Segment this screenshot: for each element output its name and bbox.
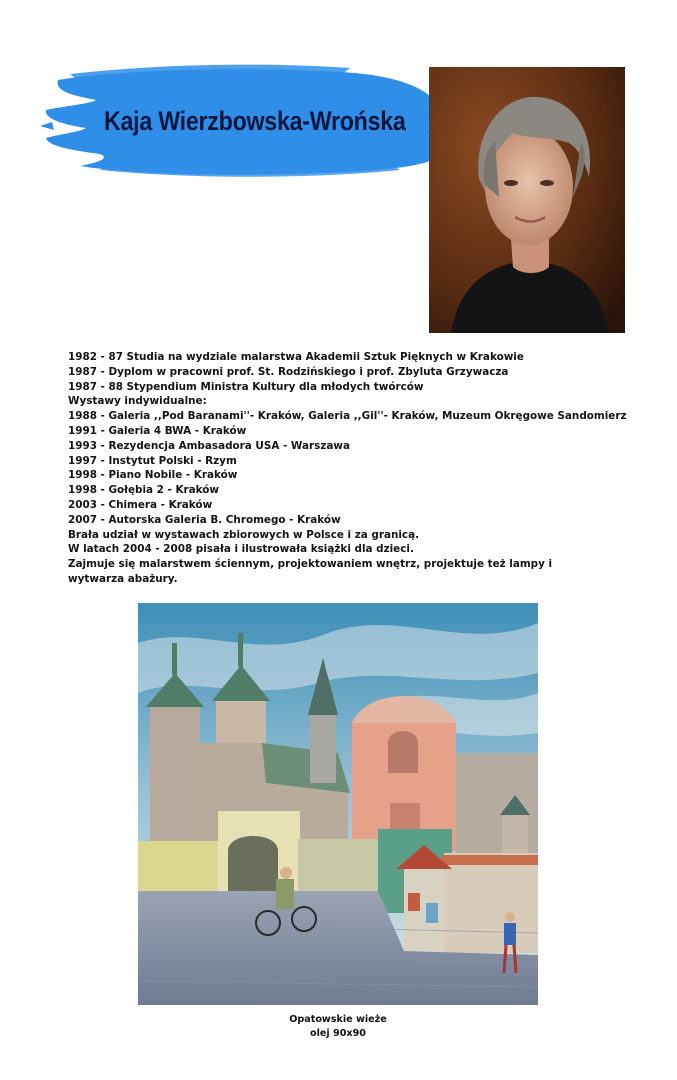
bio-line: 1988 - Galeria ,,Pod Baranami''- Kraków, Galeria ,,Gil''- Kraków, Muzeum Okręgowe Sandomierz [68,410,627,423]
bio-line: 1993 - Rezydencja Ambasadora USA - Warszawa [68,439,351,452]
bio-line: 1982 - 87 Studia na wydziale malarstwa Akademii Sztuk Pięknych w Krakowie [68,351,524,363]
bio-line: 2003 - Chimera - Kraków [68,498,213,511]
bio-line: Wystawy indywidualne: [68,395,207,408]
artist-portrait-photo [429,67,625,333]
bio-line: W latach 2004 - 2008 pisała i ilustrowała książki dla dzieci. [68,543,414,556]
bio-line: 2007 - Autorska Galeria B. Chromego - Kraków [68,513,341,526]
bio-line: Zajmuje się malarstwem ściennym, projektowaniem wnętrz, projektuje też lampy i wytwarza abażury. [68,558,553,585]
bio-line: 1987 - 88 Stypendium Ministra Kultury dla młodych twórców [68,380,424,393]
bio-line: 1997 - Instytut Polski - Rzym [68,454,237,467]
bio-line: 1998 - Piano Nobile - Kraków [68,469,238,482]
bio-line: Brała udział w wystawach zbiorowych w Polsce i za granicą. [68,528,420,541]
artwork-title: Opatowskie wieże [289,1014,387,1025]
artwork-medium: olej 90x90 [310,1027,366,1039]
painting-image [138,603,538,1005]
artwork-caption [238,1013,438,1040]
bio-line: 1987 - Dyplom w pracowni prof. St. Rodzińskiego i prof. Zbyluta Grzywacza [68,365,509,378]
biography [68,350,627,587]
artist-name: Kaja Wierzbowska-Wrońska [104,106,406,136]
bio-line: 1998 - Gołębia 2 - Kraków [68,484,219,497]
bio-line: 1991 - Galeria 4 BWA - Kraków [68,424,247,437]
